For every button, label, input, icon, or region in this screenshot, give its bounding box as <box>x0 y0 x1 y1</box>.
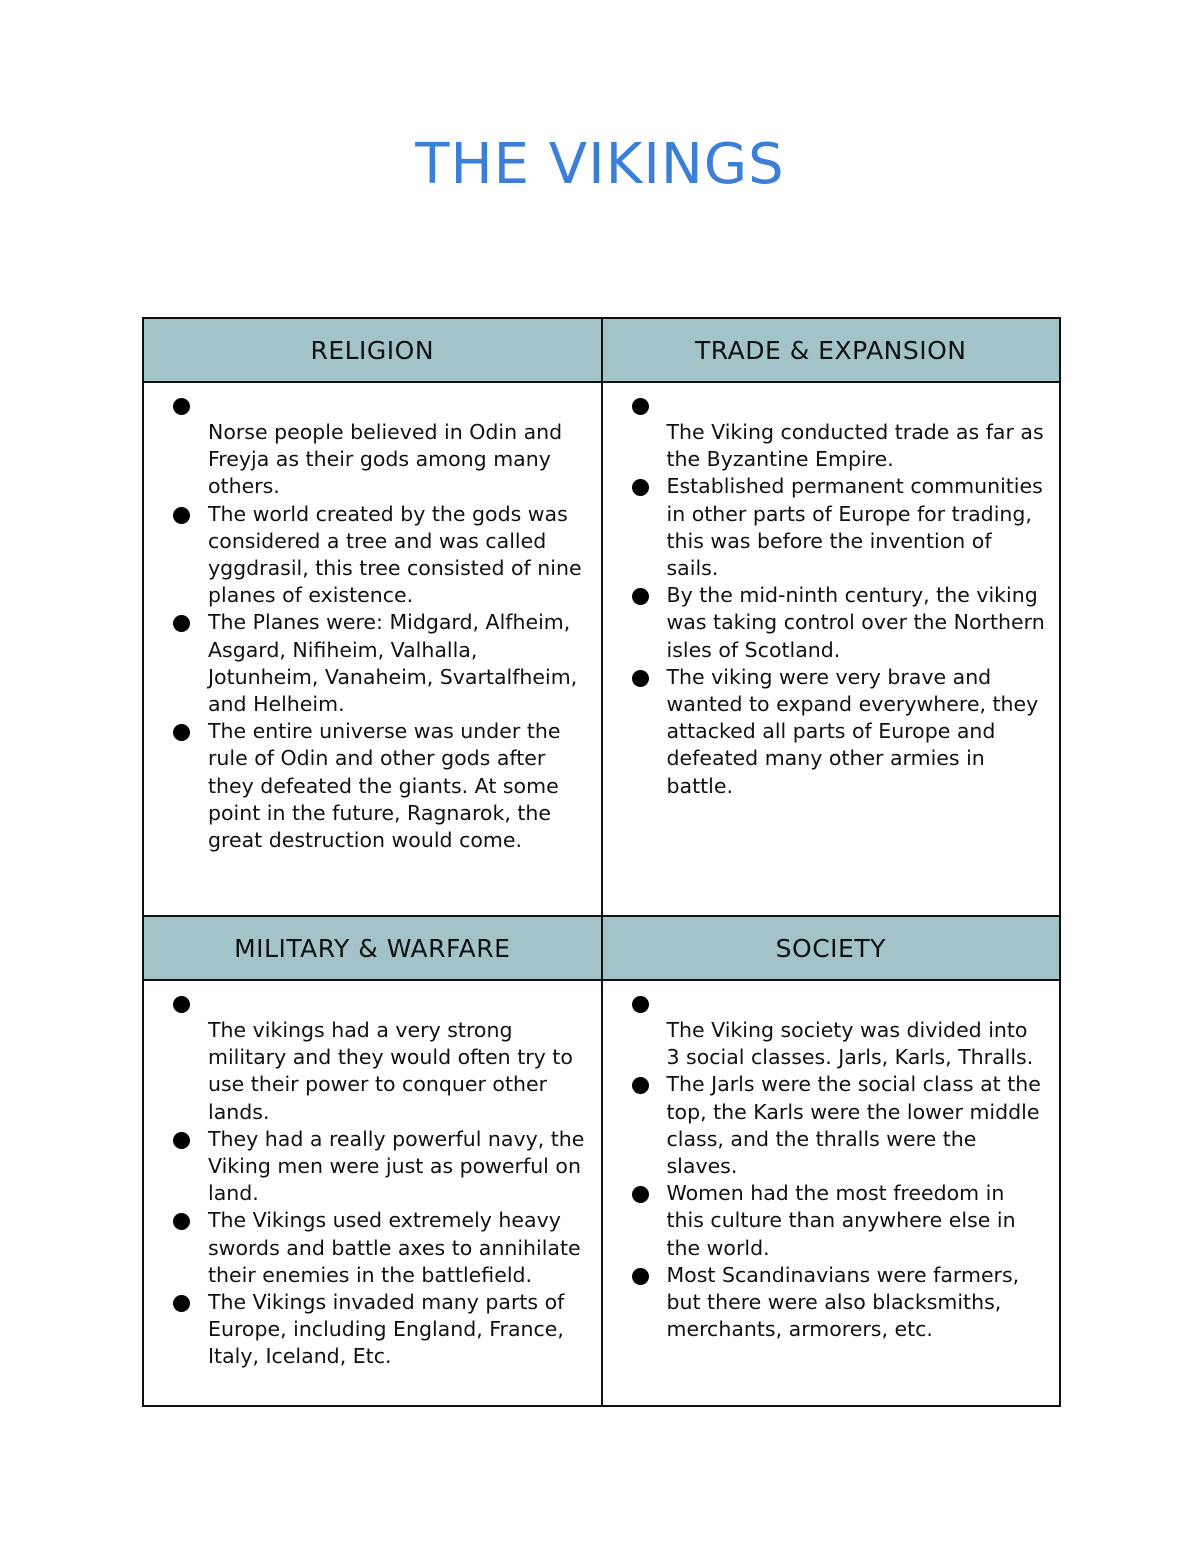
trade-expansion-header: TRADE & EXPANSION <box>602 318 1061 382</box>
list-item: The Viking society was divided into 3 social classes. Jarls, Karls, Thralls. <box>667 993 1048 1071</box>
military-warfare-header: MILITARY & WARFARE <box>143 916 602 980</box>
list-item: The Jarls were the social class at the top, the Karls were the lower middle class, and the thralls were the slaves. <box>667 1071 1048 1180</box>
list-item: Norse people believed in Odin and Freyja as their gods among many others. <box>208 395 589 501</box>
society-cell <box>602 980 1061 1406</box>
list-item: By the mid-ninth century, the viking was taking control over the Northern isles of Scotland. <box>667 582 1048 664</box>
list-item: The Vikings used extremely heavy swords and battle axes to annihilate their enemies in the battlefield. <box>208 1207 589 1289</box>
content-row <box>143 382 1060 916</box>
religion-list <box>208 395 589 854</box>
society-header: SOCIETY <box>602 916 1061 980</box>
list-item: The world created by the gods was considered a tree and was called yggdrasil, this tree consisted of nine planes of existence. <box>208 501 589 610</box>
topics-table <box>142 317 1061 1407</box>
header-row <box>143 318 1060 382</box>
trade-expansion-list <box>667 395 1048 800</box>
list-item: The Vikings invaded many parts of Europe, including England, France, Italy, Iceland, Etc. <box>208 1289 589 1371</box>
military-warfare-list <box>208 993 589 1371</box>
list-item: Most Scandinavians were farmers, but there were also blacksmiths, merchants, armorers, etc. <box>667 1262 1048 1344</box>
content-row <box>143 980 1060 1406</box>
military-warfare-cell <box>143 980 602 1406</box>
list-item: The Planes were: Midgard, Alfheim, Asgard, Nifiheim, Valhalla, Jotunheim, Vanaheim, Svartalfheim, and Helheim. <box>208 609 589 718</box>
list-item: They had a really powerful navy, the Viking men were just as powerful on land. <box>208 1126 589 1208</box>
list-item: The vikings had a very strong military and they would often try to use their power to conquer other lands. <box>208 993 589 1126</box>
list-item: The entire universe was under the rule of Odin and other gods after they defeated the giants. At some point in the future, Ragnarok, the great destruction would come. <box>208 718 589 854</box>
society-list <box>667 993 1048 1343</box>
list-item: Women had the most freedom in this culture than anywhere else in the world. <box>667 1180 1048 1262</box>
list-item: Established permanent communities in other parts of Europe for trading, this was before the invention of sails. <box>667 473 1048 582</box>
trade-expansion-cell <box>602 382 1061 916</box>
page-title: THE VIKINGS <box>415 132 785 197</box>
religion-header: RELIGION <box>143 318 602 382</box>
list-item: The viking were very brave and wanted to expand everywhere, they attacked all parts of Europe and defeated many other armies in battle. <box>667 664 1048 800</box>
list-item: The Viking conducted trade as far as the Byzantine Empire. <box>667 395 1048 473</box>
religion-cell <box>143 382 602 916</box>
header-row <box>143 916 1060 980</box>
